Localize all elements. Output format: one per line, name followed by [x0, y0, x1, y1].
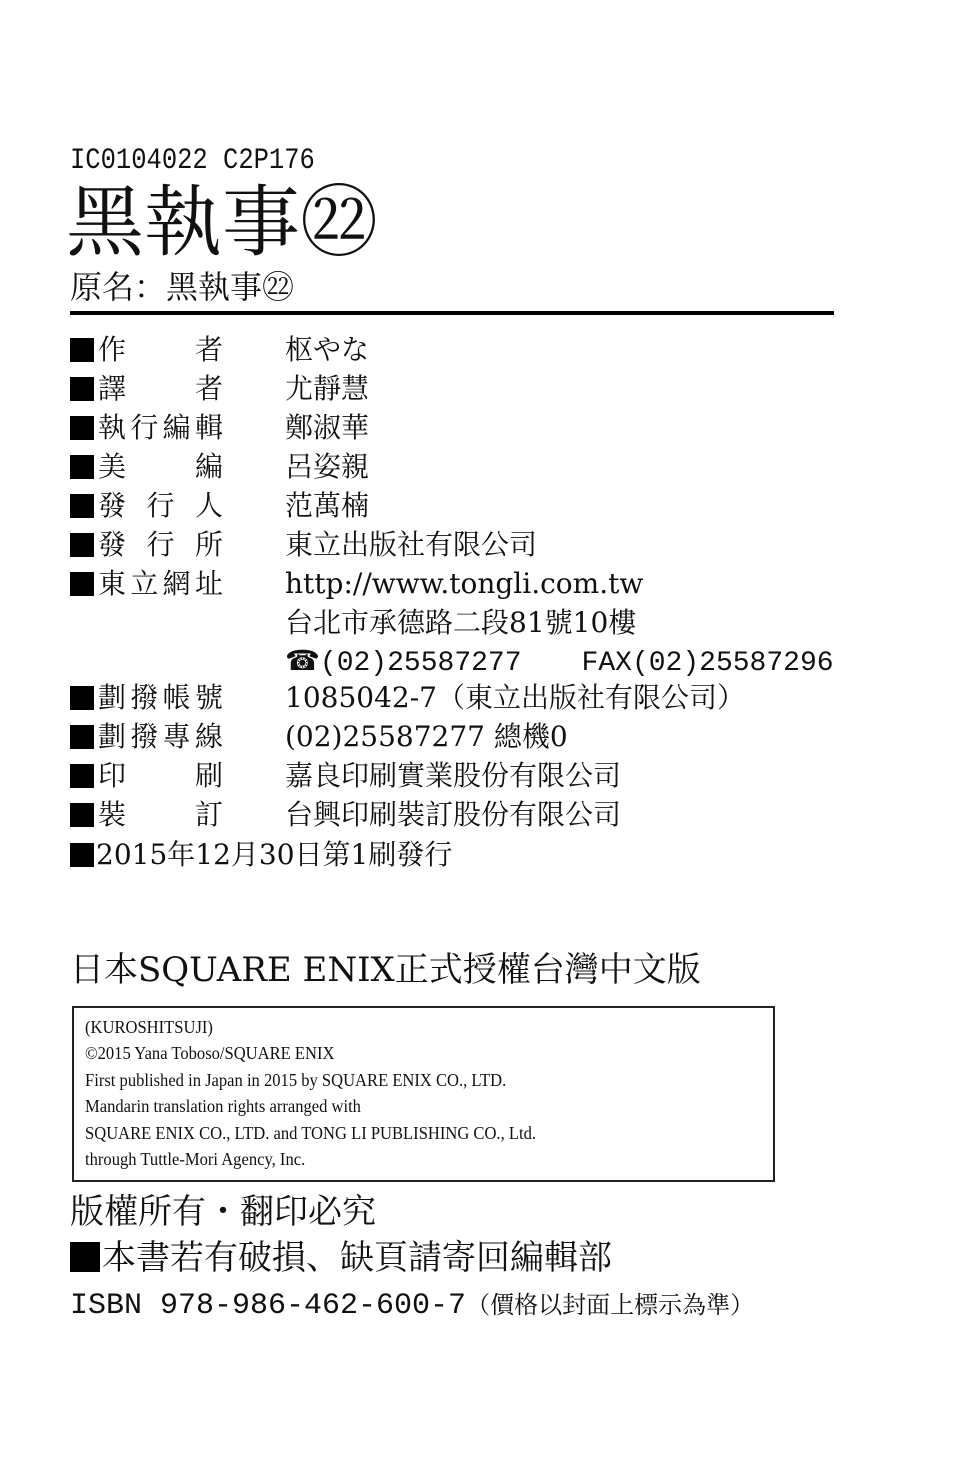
- copyright-line: Mandarin translation rights arranged with: [85, 1096, 361, 1117]
- bullet-square-icon: [70, 686, 94, 710]
- credit-label: 執行編輯: [98, 411, 228, 444]
- credit-label: 劃撥專線: [98, 720, 228, 753]
- credit-row: [70, 487, 370, 525]
- credit-row: [70, 796, 622, 834]
- credit-value: 鄭淑華: [285, 411, 370, 444]
- credit-value: (02)25587277 總機0: [285, 720, 568, 753]
- bullet-square-icon: [70, 725, 94, 749]
- credit-value: 呂姿親: [285, 450, 370, 483]
- date-row: [70, 836, 452, 874]
- bullet-square-icon: [70, 494, 94, 518]
- credit-label: 美 編: [98, 450, 244, 483]
- damage-notice: [70, 1238, 612, 1278]
- credit-label: 裝 訂: [98, 798, 244, 831]
- phone-icon: ☎: [285, 644, 320, 677]
- divider: [70, 311, 834, 315]
- copyright-line: ©2015 Yana Toboso/SQUARE ENIX: [85, 1043, 335, 1064]
- credit-row: [70, 757, 622, 795]
- catalog-code: IC0104022 C2P176: [70, 144, 315, 178]
- isbn-line: [70, 1285, 754, 1325]
- credit-value: 嘉良印刷實業股份有限公司: [285, 759, 622, 792]
- credit-value: 枢やな: [285, 333, 370, 366]
- notice-text: 本書若有破損、缺頁請寄回編輯部: [102, 1238, 612, 1278]
- credit-row: [70, 718, 568, 756]
- original-title: 原名：黑執事㉒: [70, 268, 295, 306]
- credit-value: http://www.tongli.com.tw: [285, 567, 644, 600]
- credit-row: [70, 679, 745, 717]
- license-statement: 日本SQUARE ENIX正式授權台灣中文版: [70, 950, 701, 990]
- rights-reserved: 版權所有・翻印必究: [70, 1192, 376, 1232]
- price-note: （價格以封面上標示為準）: [466, 1291, 755, 1319]
- credit-row: [70, 409, 370, 447]
- credit-row: [70, 370, 370, 408]
- copyright-line: First published in Japan in 2015 by SQUARE ENIX CO., LTD.: [85, 1069, 507, 1090]
- fax: FAX(02)25587296: [581, 648, 834, 679]
- bullet-square-icon: [70, 803, 94, 827]
- credit-label: 發行人: [98, 489, 244, 522]
- copyright-box: [72, 1006, 775, 1182]
- credit-value: 范萬楠: [285, 489, 370, 522]
- credit-value: 尤靜慧: [285, 372, 370, 405]
- bullet-square-icon: [70, 338, 94, 362]
- credit-label: 東立網址: [98, 567, 228, 600]
- bullet-square-icon: [70, 533, 94, 557]
- credit-label: 發行所: [98, 528, 244, 561]
- credit-value: 1085042-7（東立出版社有限公司）: [285, 681, 745, 714]
- bullet-square-icon: [70, 1242, 100, 1272]
- credit-row: [70, 448, 370, 486]
- credit-row: [70, 565, 644, 603]
- isbn: ISBN 978-986-462-600-7: [70, 1289, 467, 1323]
- credit-row: [70, 331, 370, 369]
- phone-group: [285, 642, 834, 683]
- bullet-square-icon: [70, 843, 94, 867]
- copyright-line: SQUARE ENIX CO., LTD. and TONG LI PUBLISHING CO., Ltd.: [85, 1122, 536, 1143]
- copyright-line: (KUROSHITSUJI): [85, 1017, 213, 1037]
- credit-label: 譯 者: [98, 372, 244, 405]
- bullet-square-icon: [70, 377, 94, 401]
- credit-row: [70, 526, 538, 564]
- bullet-square-icon: [70, 572, 94, 596]
- publish-date: 2015年12月30日第1刷發行: [96, 838, 453, 871]
- phone: (02)25587277: [319, 648, 522, 679]
- credit-value: 台興印刷裝訂股份有限公司: [285, 798, 622, 831]
- book-title: 黑執事㉒: [66, 178, 379, 268]
- address: 台北市承德路二段81號10樓: [285, 606, 637, 639]
- credit-label: 作 者: [98, 333, 244, 366]
- credit-value: 東立出版社有限公司: [285, 528, 538, 561]
- bullet-square-icon: [70, 764, 94, 788]
- bullet-square-icon: [70, 455, 94, 479]
- bullet-square-icon: [70, 416, 94, 440]
- copyright-line: through Tuttle-Mori Agency, Inc.: [85, 1149, 306, 1170]
- credit-label: 劃撥帳號: [98, 681, 228, 714]
- credit-label: 印 刷: [98, 759, 244, 792]
